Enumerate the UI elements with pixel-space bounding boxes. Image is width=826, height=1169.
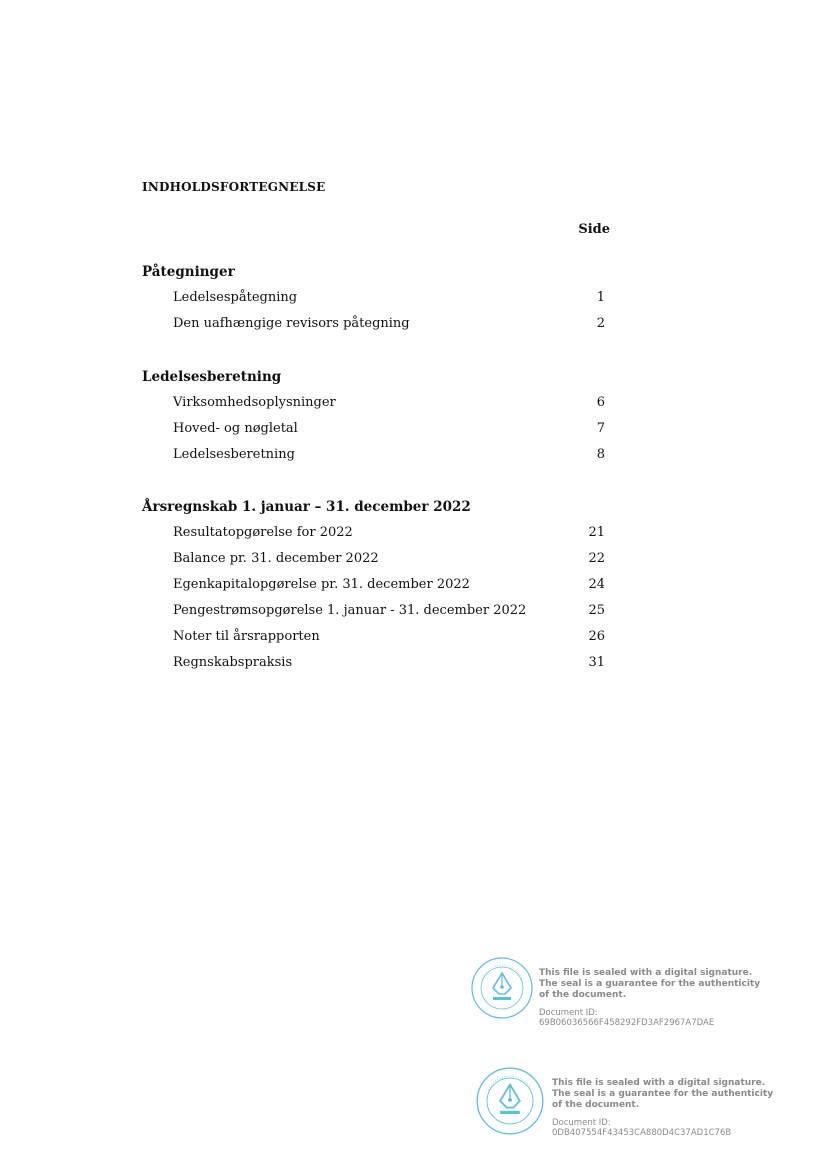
toc-section-aarsregnskab: [142, 499, 612, 681]
toc-row-page: 22: [588, 551, 605, 566]
toc-row[interactable]: [142, 629, 612, 655]
toc-row-label: Pengestrømsopgørelse 1. januar - 31. december 2022: [173, 603, 527, 618]
seal-text-line: The seal is a guarantee for the authenticity: [539, 979, 761, 989]
toc-section-paategninger: [142, 264, 612, 342]
toc-row-label: Noter til årsrapporten: [173, 629, 320, 644]
toc-row-page: 24: [588, 577, 605, 592]
document-id-label: Document ID:: [552, 1118, 611, 1128]
toc-row-label: Regnskabspraksis: [173, 655, 293, 670]
toc-row-label: Ledelsesberetning: [173, 447, 295, 462]
document-id-label: Document ID:: [539, 1008, 598, 1018]
toc-row[interactable]: [142, 551, 612, 577]
toc-row[interactable]: [142, 577, 612, 603]
digital-seal: [470, 956, 770, 1030]
section-heading: Påtegninger: [142, 264, 235, 280]
toc-row-page: 31: [588, 655, 605, 670]
document-id-value: 0DB407554F43453CA880D4C37AD1C76B: [552, 1128, 732, 1138]
toc-row-page: 2: [596, 316, 605, 331]
toc-row[interactable]: [142, 395, 612, 421]
side-column-label: Side: [578, 222, 610, 237]
digital-seal: [475, 1066, 775, 1146]
toc-row[interactable]: [142, 603, 612, 629]
seal-text-line: This file is sealed with a digital signature.: [552, 1078, 766, 1088]
toc-row-page: 6: [596, 395, 605, 410]
toc-row-page: 25: [588, 603, 605, 618]
toc-row-label: Egenkapitalopgørelse pr. 31. december 2022: [173, 577, 470, 592]
toc-row[interactable]: [142, 316, 612, 342]
toc-row[interactable]: [142, 525, 612, 551]
seal-text-line: The seal is a guarantee for the authenticity: [552, 1089, 774, 1099]
seal-stamp-icon: [470, 956, 534, 1020]
seal-stamp-icon: [475, 1066, 545, 1136]
toc-section-ledelsesberetning: [142, 369, 612, 473]
toc-row-page: 26: [588, 629, 605, 644]
toc-row[interactable]: [142, 421, 612, 447]
toc-row[interactable]: [142, 290, 612, 316]
document-id-value: 69B06036566F458292FD3AF2967A7DAE: [539, 1018, 715, 1028]
toc-row-label: Balance pr. 31. december 2022: [173, 551, 379, 566]
toc-row-label: Resultatopgørelse for 2022: [173, 525, 353, 540]
page-title: INDHOLDSFORTEGNELSE: [142, 180, 326, 194]
toc-row-label: Hoved- og nøgletal: [173, 421, 298, 436]
section-heading: Ledelsesberetning: [142, 369, 282, 385]
toc-row-label: Virksomhedsoplysninger: [173, 395, 336, 410]
toc-row-label: Ledelsespåtegning: [173, 290, 298, 305]
toc-row[interactable]: [142, 447, 612, 473]
toc-row-page: 7: [596, 421, 605, 436]
seal-text-line: This file is sealed with a digital signature.: [539, 968, 753, 978]
toc-row-page: 1: [596, 290, 605, 305]
seal-text-line: of the document.: [539, 990, 627, 1000]
toc-row-label: Den uafhængige revisors påtegning: [173, 316, 410, 331]
toc-row[interactable]: [142, 655, 612, 681]
toc-row-page: 21: [588, 525, 605, 540]
toc-row-page: 8: [596, 447, 605, 462]
section-heading: Årsregnskab 1. januar – 31. december 2022: [142, 499, 471, 515]
seal-text-line: of the document.: [552, 1100, 640, 1110]
